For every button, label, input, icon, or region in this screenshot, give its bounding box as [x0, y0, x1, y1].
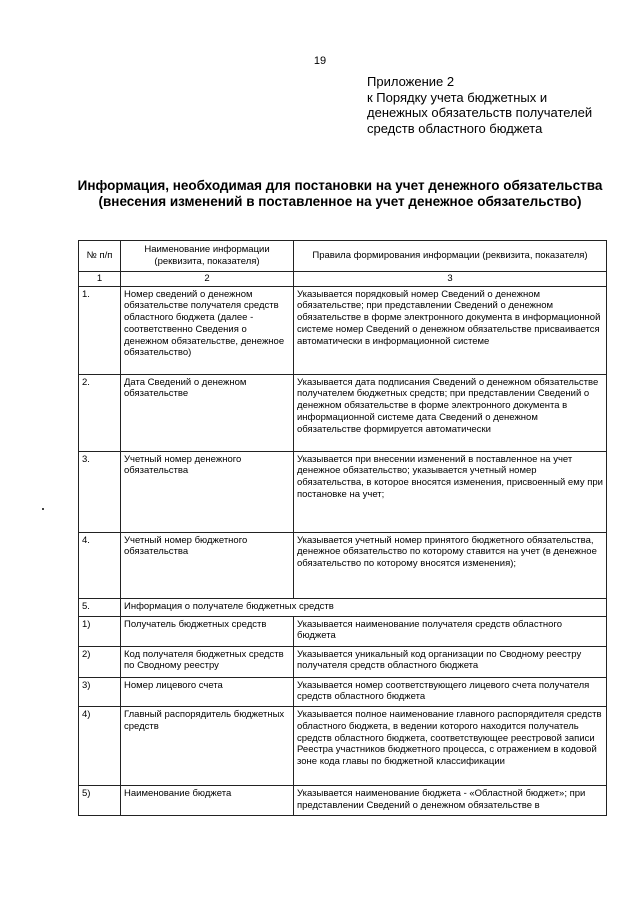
- title-line-1: Информация, необходимая для постановки на учет денежного обязательства: [77, 178, 603, 193]
- row-rules: Указывается уникальный код организации по Сводному реестру получателя средств областного бюджета: [294, 646, 607, 677]
- table-row: [79, 451, 607, 532]
- row-rules: Указывается при внесении изменений в поставленное на учет денежное обязательство; указывается учетный номер обязательства, в которое вносятся изменения, присвоенный ему при постановке на учет;: [294, 451, 607, 532]
- appendix-line: денежных обязательств получателей: [367, 105, 593, 120]
- row-num: 1.: [79, 286, 121, 374]
- header-rules: Правила формирования информации (реквизита, показателя): [294, 241, 607, 272]
- row-name: Номер сведений о денежном обязательстве получателя средств областного бюджета (далее - соответственно Сведения о денежном обязательстве, денежное обязательство): [121, 286, 294, 374]
- appendix-line: Приложение 2: [367, 74, 455, 89]
- table-header-row: [79, 241, 607, 272]
- row-section-title: Информация о получателе бюджетных средств: [121, 598, 607, 616]
- colnum-1: 1: [79, 272, 121, 287]
- information-table: [78, 240, 607, 816]
- table-row: [79, 707, 607, 786]
- table-row: [79, 374, 607, 451]
- row-rules: Указывается номер соответствующего лицевого счета получателя средств областного бюджета: [294, 677, 607, 706]
- table-row: [79, 532, 607, 598]
- table-row: [79, 646, 607, 677]
- row-num: 3): [79, 677, 121, 706]
- column-numbers-row: [79, 272, 607, 287]
- row-num: 1): [79, 616, 121, 646]
- row-name: Дата Сведений о денежном обязательстве: [121, 374, 294, 451]
- row-name: Главный распорядитель бюджетных средств: [121, 707, 294, 786]
- table-row: [79, 786, 607, 816]
- table-row: [79, 677, 607, 706]
- row-num: 2.: [79, 374, 121, 451]
- row-rules: Указывается полное наименование главного распорядителя средств областного бюджета, в ведении которого находится получатель средств областного бюджета, соответствующее реестровой записи Реестра участников бюджетного процесса, с отражением в кодовой зоне кода главы по бюджетной классификации: [294, 707, 607, 786]
- table-section-row: [79, 598, 607, 616]
- header-name: Наименование информации (реквизита, показателя): [121, 241, 294, 272]
- row-num: 4.: [79, 532, 121, 598]
- row-rules: Указывается наименование бюджета - «Областной бюджет»; при представлении Сведений о денежном обязательстве в: [294, 786, 607, 816]
- row-rules: Указывается порядковый номер Сведений о денежном обязательстве; при представлении Сведений о денежном обязательстве в форме электронного документа в информационной системе номер Сведений о денежном обязательстве присваивается автоматически в информационной системе: [294, 286, 607, 374]
- page-number: 19: [313, 55, 327, 67]
- row-name: Код получателя бюджетных средств по Сводному реестру: [121, 646, 294, 677]
- row-name: Наименование бюджета: [121, 786, 294, 816]
- row-num: 5): [79, 786, 121, 816]
- table-row: [79, 286, 607, 374]
- appendix-line: к Порядку учета бюджетных и: [367, 89, 548, 105]
- row-name: Учетный номер денежного обязательства: [121, 451, 294, 532]
- row-name: Получатель бюджетных средств: [121, 616, 294, 646]
- row-num: 5.: [79, 598, 121, 616]
- document-title: [40, 178, 640, 210]
- row-rules: Указывается учетный номер принятого бюджетного обязательства, денежное обязательство по которому ставится на учет (в денежное обязательство по которому вносятся изменения);: [294, 532, 607, 598]
- scan-dot-mark: [42, 508, 44, 510]
- row-name: Номер лицевого счета: [121, 677, 294, 706]
- appendix-line: средств областного бюджета: [367, 120, 543, 136]
- table-row: [79, 616, 607, 646]
- row-num: 2): [79, 646, 121, 677]
- row-num: 4): [79, 707, 121, 786]
- appendix-note: [367, 74, 627, 136]
- row-rules: Указывается дата подписания Сведений о денежном обязательстве получателем бюджетных средств; при представлении Сведений о денежном обязательстве в форме электронного документа в информационной системе дата Сведений о денежном обязательстве формируется автоматически: [294, 374, 607, 451]
- row-name: Учетный номер бюджетного обязательства: [121, 532, 294, 598]
- row-num: 3.: [79, 451, 121, 532]
- title-line-2: (внесения изменений в поставленное на учет денежное обязательство): [98, 194, 582, 209]
- colnum-2: 2: [121, 272, 294, 287]
- colnum-3: 3: [294, 272, 607, 287]
- header-num: № п/п: [79, 241, 121, 272]
- row-rules: Указывается наименование получателя средств областного бюджета: [294, 616, 607, 646]
